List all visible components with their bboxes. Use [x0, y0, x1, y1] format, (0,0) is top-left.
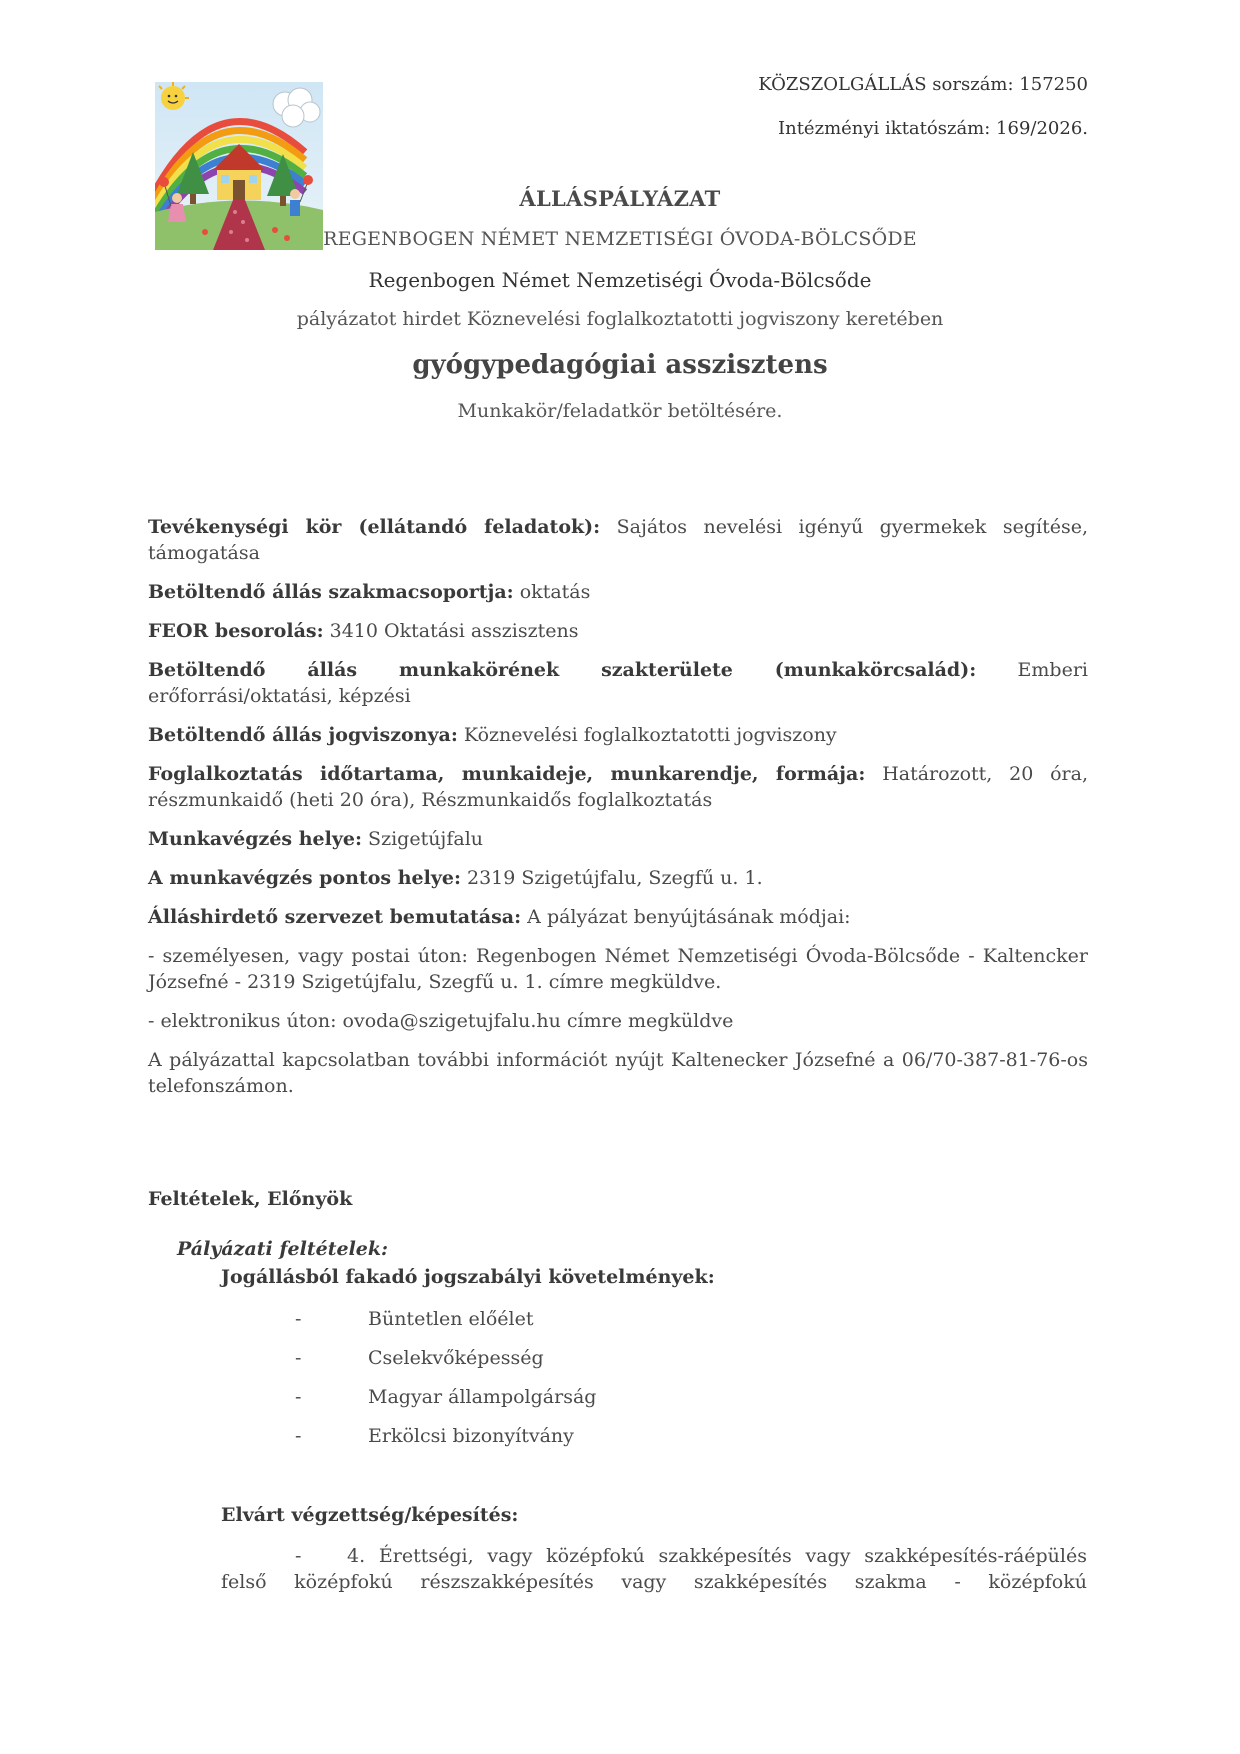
detail-activity	[148, 514, 1088, 566]
detail-employment-terms	[148, 761, 1088, 813]
detail-organization	[148, 904, 1088, 930]
detail-job-family	[148, 657, 1088, 709]
detail-label: Betöltendő állás szakmacsoportja:	[148, 581, 514, 603]
application-conditions-title: Pályázati feltételek:	[177, 1238, 389, 1260]
list-dash: -	[295, 1347, 302, 1369]
kindergarten-logo	[155, 82, 323, 250]
detail-feor	[148, 618, 1088, 644]
detail-value: 2319 Szigetújfalu, Szegfű u. 1.	[460, 867, 763, 889]
kozszolgalas-reference: KÖZSZOLGÁLLÁS sorszám: 157250	[758, 74, 1088, 95]
list-item-text: Büntetlen előélet	[368, 1308, 534, 1330]
list-item-text: Cselekvőképesség	[368, 1347, 544, 1369]
detail-value: oktatás	[513, 581, 591, 603]
institution-name: Regenbogen Német Nemzetiségi Óvoda-Bölcsőde	[368, 268, 872, 292]
announcement-text: pályázatot hirdet Köznevelési foglalkoztatotti jogviszony keretében	[296, 308, 944, 330]
detail-value: A pályázat benyújtásának módjai:	[521, 906, 851, 928]
detail-legal-relationship	[148, 722, 1088, 748]
institution-name-upper: REGENBOGEN NÉMET NEMZETISÉGI ÓVODA-BÖLCSŐDE	[323, 228, 917, 250]
job-details	[148, 514, 1088, 1112]
list-item-text: Magyar állampolgárság	[368, 1386, 597, 1408]
detail-label: Betöltendő állás jogviszonya:	[148, 724, 458, 746]
legal-requirements-title: Jogállásból fakadó jogszabályi követelmények:	[221, 1266, 715, 1288]
position-title: gyógypedagógiai asszisztens	[412, 350, 828, 380]
position-subtitle: Munkakör/feladatkör betöltésére.	[457, 400, 783, 422]
detail-label: Betöltendő állás munkakörének szakterülete (munkakörcsalád):	[148, 659, 977, 681]
list-dash: -	[295, 1425, 302, 1447]
detail-value: Sajátos nevelési igényű gyermekek segítése, támogatása	[148, 516, 1088, 564]
detail-label: Tevékenységi kör (ellátandó feladatok):	[148, 516, 601, 538]
detail-value: Köznevelési foglalkoztatotti jogviszony	[457, 724, 837, 746]
education-requirement	[221, 1543, 1087, 1595]
submission-electronic: - elektronikus úton: ovoda@szigetujfalu.hu címre megküldve	[148, 1010, 734, 1032]
education-text: 4. Érettségi, vagy középfokú szakképesítés vagy szakképesítés-ráépülés felső középfokú részszakképesítés vagy szakképesítés szakma - középfokú	[221, 1545, 1087, 1593]
detail-workplace	[148, 826, 1088, 852]
list-dash: -	[295, 1545, 302, 1567]
list-dash: -	[295, 1308, 302, 1330]
detail-value: Szigetújfalu	[362, 828, 484, 850]
list-item-text: Erkölcsi bizonyítvány	[368, 1425, 574, 1447]
detail-value: 3410 Oktatási asszisztens	[323, 620, 579, 642]
detail-label: A munkavégzés pontos helye:	[148, 867, 461, 889]
detail-exact-address	[148, 865, 1088, 891]
submission-personal: - személyesen, vagy postai úton: Regenbogen Német Nemzetiségi Óvoda-Bölcsőde - Kaltencker Józsefné - 2319 Szigetújfalu, Szegfű u. 1. címre megküldve.	[148, 945, 1088, 993]
detail-label: Foglalkoztatás időtartama, munkaideje, munkarendje, formája:	[148, 763, 866, 785]
institution-reference: Intézményi iktatószám: 169/2026.	[778, 118, 1088, 139]
detail-value: Emberi erőforrási/oktatási, képzési	[148, 659, 1088, 707]
detail-value: Határozott, 20 óra, részmunkaidő (heti 20 óra), Részmunkaidős foglalkoztatás	[148, 763, 1088, 811]
conditions-section-title: Feltételek, Előnyök	[148, 1188, 353, 1210]
detail-label: Álláshirdető szervezet bemutatása:	[148, 906, 522, 928]
contact-info: A pályázattal kapcsolatban további információt nyújt Kaltenecker Józsefné a 06/70-387-81-76-os telefonszámon.	[148, 1049, 1088, 1097]
document-title: ÁLLÁSPÁLYÁZAT	[519, 186, 721, 211]
detail-label: FEOR besorolás:	[148, 620, 324, 642]
detail-profession-group	[148, 579, 1088, 605]
education-title: Elvárt végzettség/képesítés:	[221, 1504, 519, 1526]
detail-label: Munkavégzés helye:	[148, 828, 363, 850]
list-dash: -	[295, 1386, 302, 1408]
